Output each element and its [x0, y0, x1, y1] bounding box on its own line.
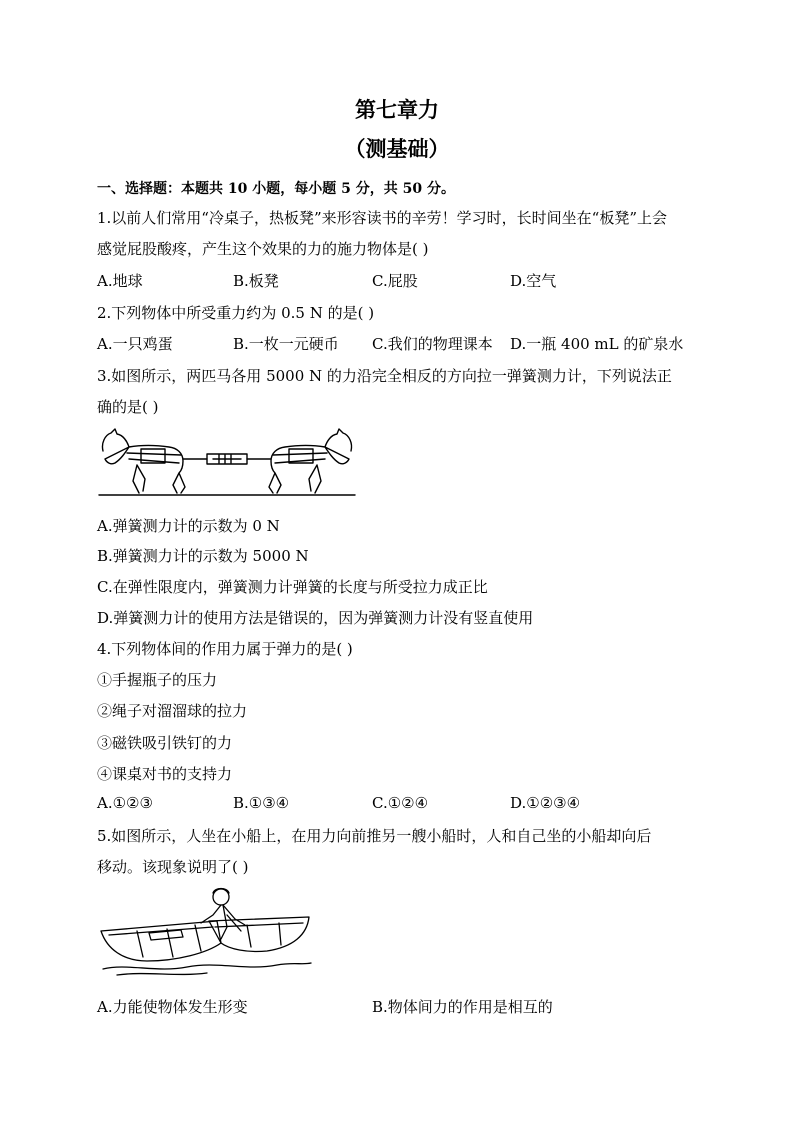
question-4-item-4: ④课桌对书的支持力: [97, 765, 233, 783]
option-a: A.地球: [97, 272, 143, 290]
page-subtitle: （测基础）: [344, 136, 450, 161]
option-d: D.①②③④: [510, 794, 581, 812]
question-5-stem-line-2: 移动。该现象说明了( ): [97, 858, 249, 876]
option-a: A.力能使物体发生形变: [97, 998, 248, 1016]
option-d: D.一瓶 400 mL 的矿泉水: [510, 335, 684, 353]
option-a: A.①②③: [97, 794, 153, 812]
question-1-options: [97, 270, 697, 292]
question-3-option-c: C.在弹性限度内，弹簧测力计弹簧的长度与所受拉力成正比: [97, 578, 488, 596]
question-3-option-a: A.弹簧测力计的示数为 0 N: [97, 517, 280, 535]
section-heading: 一、选择题：本题共 10 小题，每小题 5 分，共 50 分。: [97, 181, 455, 197]
question-5-options: [97, 996, 697, 1018]
option-a: A.一只鸡蛋: [97, 335, 173, 353]
option-b: B.物体间力的作用是相互的: [372, 998, 553, 1016]
question-3-stem-line-1: 3.如图所示，两匹马各用 5000 N 的力沿完全相反的方向拉一弹簧测力计，下列说法正: [97, 367, 672, 385]
option-b: B.①③④: [233, 794, 290, 812]
question-4-item-3: ③磁铁吸引铁钉的力: [97, 734, 233, 752]
option-c: C.我们的物理课本: [372, 335, 493, 353]
page-title: 第七章力: [355, 97, 439, 122]
boy-pushing-boat-figure: [97, 885, 315, 979]
question-4-options: [97, 794, 697, 816]
question-4-stem: 4.下列物体间的作用力属于弹力的是( ): [97, 640, 353, 658]
question-2-stem: 2.下列物体中所受重力约为 0.5 N 的是( ): [97, 304, 375, 322]
question-3-stem-line-2: 确的是( ): [97, 398, 159, 416]
question-4-item-2: ②绳子对溜溜球的拉力: [97, 702, 248, 720]
option-b: B.一枚一元硬币: [233, 335, 339, 353]
option-c: C.①②④: [372, 794, 429, 812]
option-c: C.屁股: [372, 272, 418, 290]
horses-pulling-spring-scale-figure: [97, 425, 359, 501]
question-1-stem-line-1: 1.以前人们常用“冷桌子，热板凳”来形容读书的辛劳！学习时，长时间坐在“板凳”上会: [97, 209, 667, 227]
question-3-option-d: D.弹簧测力计的使用方法是错误的，因为弹簧测力计没有竖直使用: [97, 609, 534, 627]
question-5-stem-line-1: 5.如图所示，人坐在小船上，在用力向前推另一艘小船时，人和自己坐的小船却向后: [97, 827, 652, 845]
question-2-options: [97, 333, 697, 355]
question-1-stem-line-2: 感觉屁股酸疼，产生这个效果的力的施力物体是( ): [97, 240, 429, 258]
question-3-option-b: B.弹簧测力计的示数为 5000 N: [97, 547, 309, 565]
option-d: D.空气: [510, 272, 557, 290]
option-b: B.板凳: [233, 272, 279, 290]
question-4-item-1: ①手握瓶子的压力: [97, 671, 218, 689]
